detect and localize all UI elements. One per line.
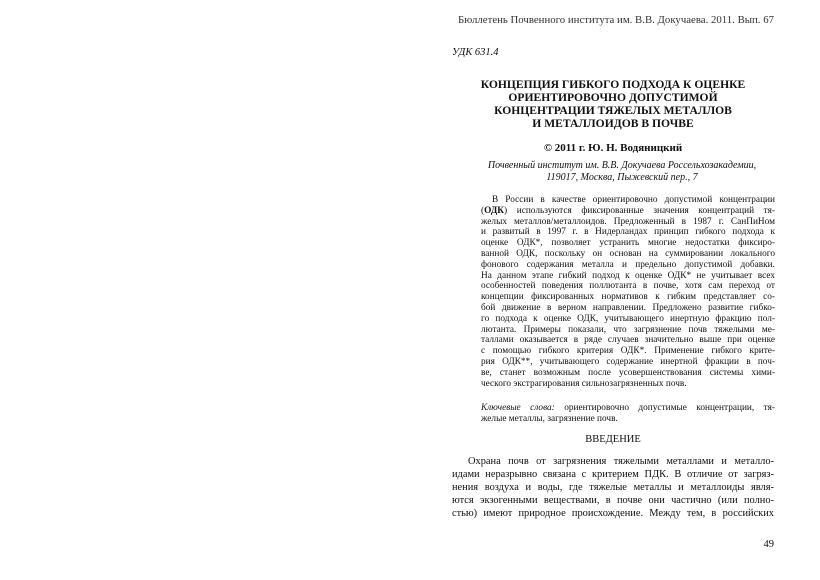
section-title: ВВЕДЕНИЕ [585,434,641,445]
abstract-line: рия ОДК**, учитывающего содержание инертной фракции в поч- [481,356,775,367]
page-number: 49 [763,539,774,550]
intro-text [452,455,774,520]
intro-line: идами неразрывно связана с критерием ПДК. В отличие от загряз- [452,469,774,481]
udk-code: УДК 631.4 [452,47,499,58]
keywords [481,403,775,425]
title-line: И МЕТАЛЛОИДОВ В ПОЧВЕ [532,117,694,130]
abstract-line: желых металлов/металлоидов. Предложенный в 1987 г. СанПиНом [481,216,775,227]
title-line: КОНЦЕПЦИЯ ГИБКОГО ПОДХОДА К ОЦЕНКЕ [480,78,746,91]
abstract-line-rest: ) используются фиксированные значения концентраций тя- [504,205,775,216]
intro-line: стью) имеют природное происхождение. Между тем, в российских [452,508,774,520]
abstract-line: концепции фиксированных нормативов к гибким представляет со- [481,292,775,303]
abstract-line: бой движение в верном направлении. Предложено развитие гибко- [481,302,775,313]
abstract-line: (ОДК) используются фиксированные значения концентраций тя- [481,205,775,216]
affiliation [470,160,774,184]
abstract-line: В России в качестве ориентировочно допустимой концентрации [492,195,775,205]
article-title [452,78,774,130]
title-line: КОНЦЕНТРАЦИИ ТЯЖЕЛЫХ МЕТАЛЛОВ [494,104,732,117]
keywords-line [481,403,775,414]
keywords-line: желые металлы, загрязнение почв. [481,413,618,424]
intro-line: Охрана почв от загрязнения тяжелыми металлами и металло- [468,456,774,467]
odk-term: ОДК [484,205,505,216]
journal-header: Бюллетень Почвенного института им. В.В. Докучаева. 2011. Вып. 67 [458,14,774,26]
abstract-line: го подхода к оценке ОДК, учитывающего инертную фракцию пол- [481,313,775,324]
keywords-text: ориентировочно допустимые концентрации, тя- [564,403,775,413]
affiliation-line: Почвенный институт им. В.В. Докучаева Россельхозакадемии, [487,160,757,171]
intro-line: ются экзогенными веществами, в почве они частично (или полно- [452,495,774,507]
intro-line: нения воздуха и воды, где тяжелые металлы и металлоиды явля- [452,482,774,494]
abstract-line: лютанта. Примеры показали, что загрязнение почв тяжелыми ме- [481,324,775,335]
abstract-line: фонового содержания металла и предельно допустимой добавки. [481,259,775,270]
abstract-line: с помощью гибкого критерия ОДК*. Применение гибкого крите- [481,346,775,357]
keywords-label: Ключевые слова: [481,403,555,413]
author-line: © 2011 г. Ю. Н. Водяницкий [543,142,683,154]
title-line: ОРИЕНТИРОВОЧНО ДОПУСТИМОЙ [508,91,718,104]
abstract-line: ве, станет возможным после усовершенствования системы хими- [481,367,775,378]
abstract-line: ческого экстрагирования сильнозагрязненных почв. [481,378,687,389]
affiliation-line: 119017, Москва, Пыжевский пер., 7 [546,172,698,183]
abstract-line: таллами оказывается в ряде случаев значительно выше при оценке [481,335,775,346]
abstract-line: оценке ОДК*, позволяет устранить многие недостатки фиксиро- [481,238,775,249]
abstract-line: особенностей поведения поллютанта в почве, хотя сам переход от [481,281,775,292]
abstract-line: ванной ОДК, поскольку он основан на суммировании локального [481,248,775,259]
abstract [481,195,775,389]
abstract-line: и развитый в 1997 г. в Нидерландах принцип гибкого подхода к [481,227,775,238]
abstract-line: На данном этапе гибкий подход к оценке ОДК* не учитывает всех [481,270,775,281]
